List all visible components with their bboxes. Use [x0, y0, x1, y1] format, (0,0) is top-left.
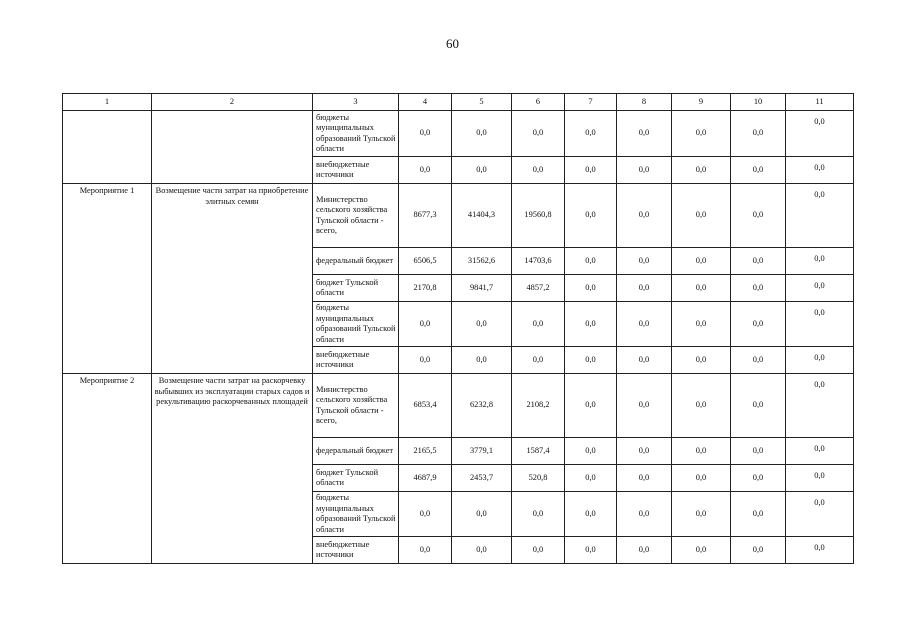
- value-cell: 0,0: [617, 184, 672, 248]
- value-cell: 0,0: [512, 111, 565, 157]
- value-cell: 0,0: [672, 302, 731, 347]
- value-cell: 0,0: [786, 347, 854, 374]
- budget-table: [62, 93, 854, 564]
- value-cell: 2170,8: [399, 275, 452, 302]
- source-cell: бюджеты муниципальных образований Тульской области: [313, 302, 399, 347]
- header-cell: 9: [672, 94, 731, 111]
- value-cell: 0,0: [731, 347, 786, 374]
- table-row: [63, 111, 854, 157]
- header-cell: 3: [313, 94, 399, 111]
- value-cell: 0,0: [512, 347, 565, 374]
- value-cell: 8677,3: [399, 184, 452, 248]
- value-cell: 31562,6: [452, 248, 512, 275]
- header-cell: 5: [452, 94, 512, 111]
- value-cell: 4857,2: [512, 275, 565, 302]
- value-cell: 0,0: [565, 302, 617, 347]
- value-cell: 0,0: [565, 438, 617, 465]
- value-cell: 0,0: [565, 537, 617, 564]
- value-cell: 2453,7: [452, 465, 512, 492]
- value-cell: 0,0: [399, 111, 452, 157]
- value-cell: 0,0: [731, 302, 786, 347]
- event-label-cell: Мероприятие 2: [63, 374, 152, 564]
- value-cell: 0,0: [617, 374, 672, 438]
- value-cell: 0,0: [617, 537, 672, 564]
- value-cell: 0,0: [399, 492, 452, 537]
- header-row: [63, 94, 854, 111]
- table-row: [63, 184, 854, 248]
- value-cell: 0,0: [512, 302, 565, 347]
- value-cell: 6232,8: [452, 374, 512, 438]
- value-cell: 0,0: [617, 275, 672, 302]
- value-cell: 0,0: [786, 275, 854, 302]
- value-cell: 0,0: [617, 438, 672, 465]
- value-cell: 6853,4: [399, 374, 452, 438]
- value-cell: 0,0: [731, 492, 786, 537]
- value-cell: 0,0: [672, 537, 731, 564]
- value-cell: 0,0: [399, 537, 452, 564]
- value-cell: 0,0: [731, 374, 786, 438]
- header-cell: 4: [399, 94, 452, 111]
- value-cell: 0,0: [672, 492, 731, 537]
- value-cell: 4687,9: [399, 465, 452, 492]
- value-cell: 0,0: [731, 537, 786, 564]
- value-cell: 0,0: [786, 248, 854, 275]
- value-cell: 0,0: [672, 111, 731, 157]
- source-cell: Министерство сельского хозяйства Тульской области - всего,: [313, 374, 399, 438]
- value-cell: 0,0: [672, 347, 731, 374]
- value-cell: 19560,8: [512, 184, 565, 248]
- value-cell: 0,0: [452, 537, 512, 564]
- event-title-cell: Возмещение части затрат на приобретение элитных семян: [152, 184, 313, 374]
- value-cell: 0,0: [731, 111, 786, 157]
- value-cell: 0,0: [786, 111, 854, 157]
- value-cell: 0,0: [617, 347, 672, 374]
- value-cell: 2165,5: [399, 438, 452, 465]
- header-cell: 1: [63, 94, 152, 111]
- value-cell: 0,0: [672, 374, 731, 438]
- source-cell: бюджет Тульской области: [313, 275, 399, 302]
- header-cell: 11: [786, 94, 854, 111]
- value-cell: 0,0: [786, 184, 854, 248]
- value-cell: 0,0: [452, 347, 512, 374]
- value-cell: 0,0: [617, 248, 672, 275]
- value-cell: 0,0: [617, 111, 672, 157]
- source-cell: внебюджетные источники: [313, 537, 399, 564]
- source-cell: бюджет Тульской области: [313, 465, 399, 492]
- value-cell: 0,0: [786, 465, 854, 492]
- value-cell: 0,0: [731, 157, 786, 184]
- value-cell: 0,0: [672, 157, 731, 184]
- value-cell: 14703,6: [512, 248, 565, 275]
- value-cell: 0,0: [617, 302, 672, 347]
- source-cell: внебюджетные источники: [313, 347, 399, 374]
- value-cell: 0,0: [731, 184, 786, 248]
- event-label-cell: Мероприятие 1: [63, 184, 152, 374]
- value-cell: 0,0: [512, 537, 565, 564]
- value-cell: 0,0: [399, 157, 452, 184]
- value-cell: 0,0: [731, 465, 786, 492]
- value-cell: 0,0: [565, 492, 617, 537]
- value-cell: 0,0: [731, 248, 786, 275]
- value-cell: 1587,4: [512, 438, 565, 465]
- value-cell: 0,0: [565, 184, 617, 248]
- value-cell: 0,0: [565, 465, 617, 492]
- value-cell: 0,0: [565, 374, 617, 438]
- value-cell: 0,0: [617, 157, 672, 184]
- value-cell: 0,0: [452, 492, 512, 537]
- source-cell: бюджеты муниципальных образований Тульской области: [313, 492, 399, 537]
- value-cell: 0,0: [731, 275, 786, 302]
- value-cell: 0,0: [399, 302, 452, 347]
- header-cell: 7: [565, 94, 617, 111]
- value-cell: 0,0: [565, 157, 617, 184]
- value-cell: 0,0: [672, 184, 731, 248]
- value-cell: 6506,5: [399, 248, 452, 275]
- source-cell: федеральный бюджет: [313, 248, 399, 275]
- value-cell: 0,0: [565, 275, 617, 302]
- value-cell: 0,0: [786, 492, 854, 537]
- value-cell: 0,0: [399, 347, 452, 374]
- value-cell: 0,0: [565, 248, 617, 275]
- value-cell: 0,0: [452, 111, 512, 157]
- value-cell: 41404,3: [452, 184, 512, 248]
- value-cell: 2108,2: [512, 374, 565, 438]
- value-cell: 0,0: [672, 438, 731, 465]
- value-cell: 9841,7: [452, 275, 512, 302]
- table-row: [63, 374, 854, 438]
- value-cell: 0,0: [512, 157, 565, 184]
- value-cell: 0,0: [672, 275, 731, 302]
- header-cell: 6: [512, 94, 565, 111]
- value-cell: 0,0: [672, 465, 731, 492]
- header-cell: 2: [152, 94, 313, 111]
- value-cell: 0,0: [512, 492, 565, 537]
- value-cell: 0,0: [452, 157, 512, 184]
- value-cell: 0,0: [565, 347, 617, 374]
- value-cell: 0,0: [786, 537, 854, 564]
- page-number: 60: [446, 36, 459, 51]
- value-cell: 0,0: [731, 438, 786, 465]
- event-label-cell: [63, 111, 152, 184]
- value-cell: 0,0: [786, 438, 854, 465]
- value-cell: 0,0: [617, 492, 672, 537]
- source-cell: бюджеты муниципальных образований Тульской области: [313, 111, 399, 157]
- value-cell: 0,0: [617, 465, 672, 492]
- source-cell: федеральный бюджет: [313, 438, 399, 465]
- value-cell: 0,0: [672, 248, 731, 275]
- value-cell: 520,8: [512, 465, 565, 492]
- value-cell: 0,0: [786, 374, 854, 438]
- value-cell: 0,0: [565, 111, 617, 157]
- value-cell: 0,0: [786, 302, 854, 347]
- source-cell: внебюджетные источники: [313, 157, 399, 184]
- value-cell: 0,0: [452, 302, 512, 347]
- header-cell: 8: [617, 94, 672, 111]
- source-cell: Министерство сельского хозяйства Тульской области - всего,: [313, 184, 399, 248]
- event-title-cell: Возмещение части затрат на раскорчевку выбывших из эксплуатации старых садов и рекультивацию раскорчеванных площадей: [152, 374, 313, 564]
- header-cell: 10: [731, 94, 786, 111]
- value-cell: 0,0: [786, 157, 854, 184]
- event-title-cell: [152, 111, 313, 184]
- value-cell: 3779,1: [452, 438, 512, 465]
